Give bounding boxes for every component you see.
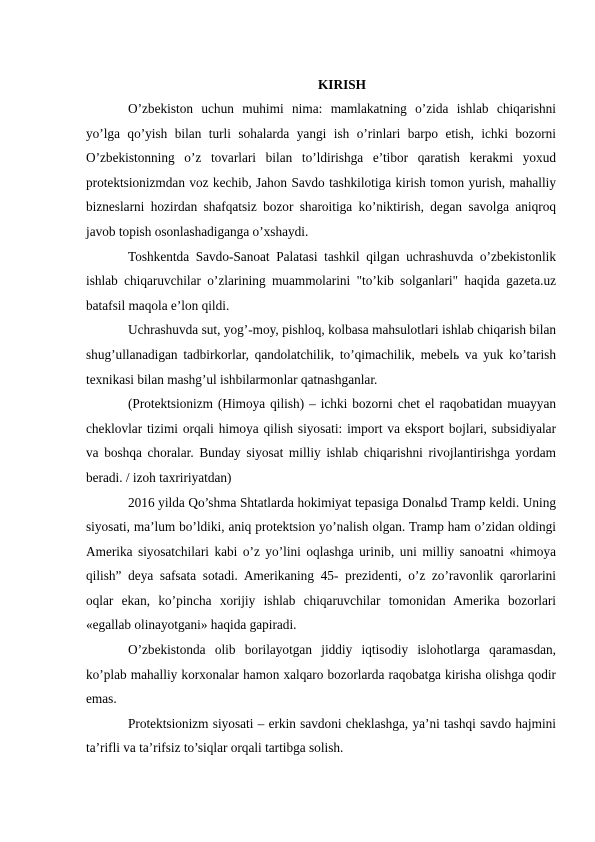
paragraph-6: O’zbekistonda olib borilayotgan jiddiy iqtisodiy islohotlarga qaramasdan, ko’plab mahalliy korxonalar hamon xalqaro bozorlarda raqobatga kirisha olishga qodir emas. (86, 642, 556, 707)
document-page (86, 76, 556, 761)
paragraph-5: 2016 yilda Qo’shma Shtatlarda hokimiyat tepasiga Donalьd Tramp keldi. Uning siyosati, ma’lum bo’ldiki, aniq protektsion yo’nalish olgan. Tramp ham o’zidan oldingi Amerika siyosatchilari kabi o’z yo’lini oqlashga urinib, uni milliy sanoatni «himoya qilish” deya safsata sotadi. Amerikaning 45- prezidenti, o’z zo’ravonlik qarorlarini oqlar ekan, ko’pincha xorijiy ishlab chiqaruvchilar tomonidan Amerika bozorlari «egallab olinayotgani» haqida gapiradi. (86, 494, 556, 633)
paragraph-3: Uchrashuvda sut, yog’-moy, pishloq, kolbasa mahsulotlari ishlab chiqarish bilan shug’ullanadigan tadbirkorlar, qandolatchilik, to’qimachilik, mebelь va yuk ko’tarish texnikasi bilan mashg’ul ishbilarmonlar qatnashganlar. (86, 322, 556, 387)
document-title: KIRISH (317, 77, 367, 92)
paragraph-7: Protektsionizm siyosati – erkin savdoni cheklashga, ya’ni tashqi savdo hajmini ta’rifli va ta’rifsiz to’siqlar orqali tartibga solish. (86, 715, 556, 756)
paragraph-4: (Protektsionizm (Himoya qilish) – ichki bozorni chet el raqobatidan muayyan cheklovlar tizimi orqali himoya qilish siyosati: import va eksport bojlari, subsidiyalar va boshqa choralar. Bunday siyosat milliy ishlab chiqarishni rivojlantirishga yordam beradi. / izoh taxririyatdan) (86, 396, 556, 485)
paragraph-1: O’zbekiston uchun muhimi nima: mamlakatning o’zida ishlab chiqarishni yo’lga qo’yish bilan turli sohalarda yangi ish o’rinlari barpo etish, ichki bozorni O’zbekistonning o’z tovarlari bilan to’ldirishga e’tibor qaratish kerakmi yoxud protektsionizmdan voz kechib, Jahon Savdo tashkilotiga kirish tomon yurish, mahalliy bizneslarni hozirdan shafqatsiz bozor sharoitiga ko’niktirish, degan savolga aniqroq javob topish osonlashadiganga o’xshaydi. (86, 101, 556, 239)
paragraph-2: Toshkentda Savdo-Sanoat Palatasi tashkil qilgan uchrashuvda o’zbekistonlik ishlab chiqaruvchilar o’zlarining muammolarini "to’kib solganlari" haqida gazeta.uz batafsil maqola e’lon qildi. (86, 248, 556, 313)
